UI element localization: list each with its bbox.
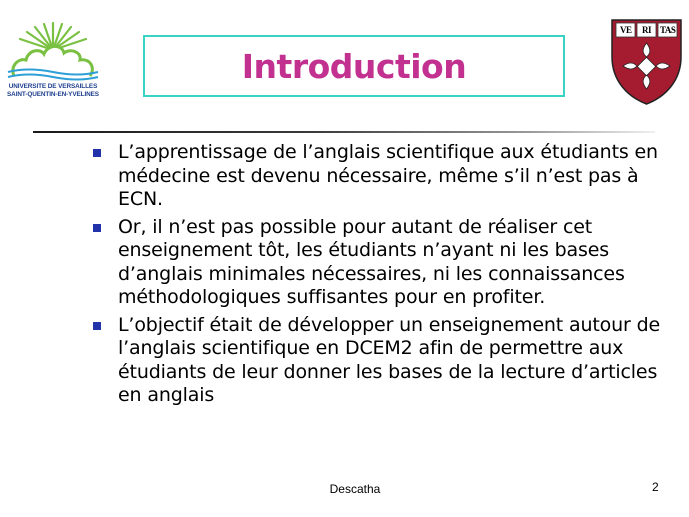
square-bullet-icon: [93, 322, 101, 330]
shield-word-ri: RI: [642, 25, 652, 35]
page-number: 2: [652, 480, 659, 494]
bullet-item: [93, 314, 683, 408]
bullet-text: L’apprentissage de l’anglais scientifique aux étudiants en médecine est devenu nécessaire, même s’il n’est pas à ECN.: [118, 141, 658, 210]
bullet-text: Or, il n’est pas possible pour autant de réaliser cet enseignement tôt, les étudiants n’ayant ni les bases d’anglais minimales nécessaires, ni les connaissances méthodologiques suffisantes pour en profiter.: [118, 215, 625, 308]
uvsq-name-line2: SAINT-QUENTIN-EN-YVELINES: [7, 91, 99, 98]
slide-title: Introduction: [241, 46, 467, 86]
title-separator: [33, 131, 655, 133]
uvsq-logo: [4, 20, 102, 102]
square-bullet-icon: [93, 224, 101, 232]
square-bullet-icon: [93, 149, 101, 157]
uvsq-emblem-icon: [4, 20, 102, 82]
bullet-item: [93, 141, 683, 212]
shield-word-tas: TAS: [660, 25, 676, 35]
uvsq-name-line1: UNIVERSITE DE VERSAILLES: [8, 83, 98, 90]
bullet-text: L’objectif était de développer un enseignement autour de l’anglais scientifique en DCEM2 afin de permettre aux étudiants de leur donner les bases de la lecture d’articles en anglais: [118, 313, 661, 406]
harvard-shield-logo: [609, 17, 684, 106]
bullet-list: [93, 141, 683, 412]
shield-word-ve: VE: [620, 25, 632, 35]
bullet-item: [93, 216, 683, 310]
title-box: [143, 35, 565, 97]
footer-author: Descatha: [329, 482, 381, 496]
